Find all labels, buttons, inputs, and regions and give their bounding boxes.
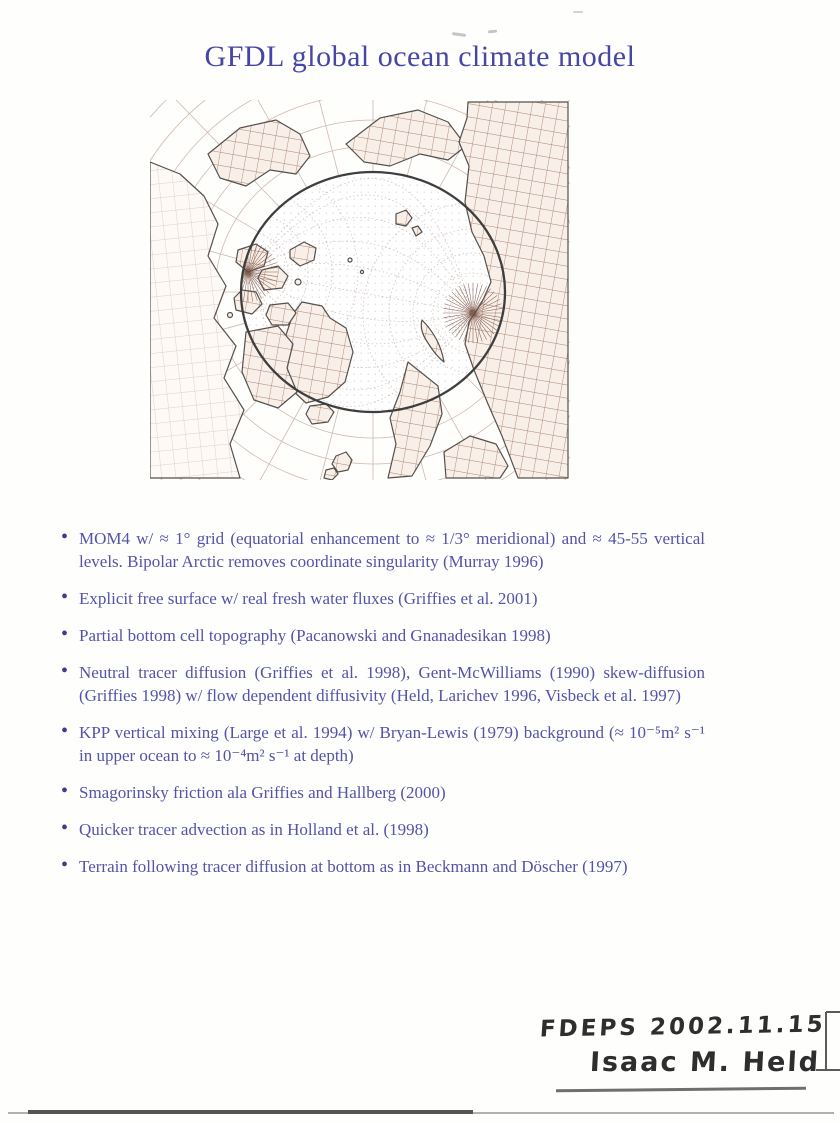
- bullet-item: • Explicit free surface w/ real fresh water fluxes (Griffies et al. 2001): [60, 587, 705, 610]
- scan-mark-bracket: [814, 1008, 840, 1078]
- landmass-alaska: [208, 120, 310, 186]
- bullet-item: • KPP vertical mixing (Large et al. 1994) w/ Bryan-Lewis (1979) background (≈ 10⁻⁵m² s⁻¹ in upper ocean to ≈ 10⁻⁴m² s⁻¹ at depth): [60, 721, 705, 767]
- bipolar-arctic-grid-map: [150, 100, 570, 480]
- handwritten-underline: [556, 1087, 806, 1093]
- scan-speck: [452, 32, 466, 37]
- bullet-item: • MOM4 w/ ≈ 1° grid (equatorial enhancement to ≈ 1/3° meridional) and ≈ 45-55 vertical levels. Bipolar Arctic removes coordinate singularity (Murray 1996): [60, 527, 705, 573]
- landmass-iceland: [306, 404, 334, 424]
- map-figure: [150, 100, 570, 480]
- landmass-chukotka: [346, 110, 466, 166]
- landmass-north-america: [150, 162, 244, 478]
- landmass-ireland: [324, 468, 338, 480]
- small-island: [348, 258, 352, 262]
- scan-artifact-line-dark: [28, 1110, 473, 1114]
- bullet-item: • Quicker tracer advection as in Holland et al. (1998): [60, 818, 705, 841]
- small-island: [360, 270, 363, 273]
- bullet-item: • Smagorinsky friction ala Griffies and Hallberg (2000): [60, 781, 705, 804]
- scan-speck: [488, 30, 497, 34]
- bullet-list: [60, 527, 705, 892]
- bullet-item: • Partial bottom cell topography (Pacanowski and Gnanadesikan 1998): [60, 624, 705, 647]
- scan-speck: [573, 11, 583, 13]
- landmass-europe-baltic: [444, 436, 508, 478]
- bullet-item: • Terrain following tracer diffusion at bottom as in Beckmann and Döscher (1997): [60, 855, 705, 878]
- page-title: GFDL global ocean climate model: [204, 40, 636, 73]
- bullet-item: • Neutral tracer diffusion (Griffies et al. 1998), Gent-McWilliams (1990) skew-diffusion (Griffies 1998) w/ flow dependent diffusivity (Held, Larichev 1996, Visbeck et al. 1997): [60, 661, 705, 707]
- handwritten-date: FDEPS 2002.11.15: [538, 1011, 827, 1043]
- handwritten-author: Isaac M. Held: [589, 1047, 821, 1078]
